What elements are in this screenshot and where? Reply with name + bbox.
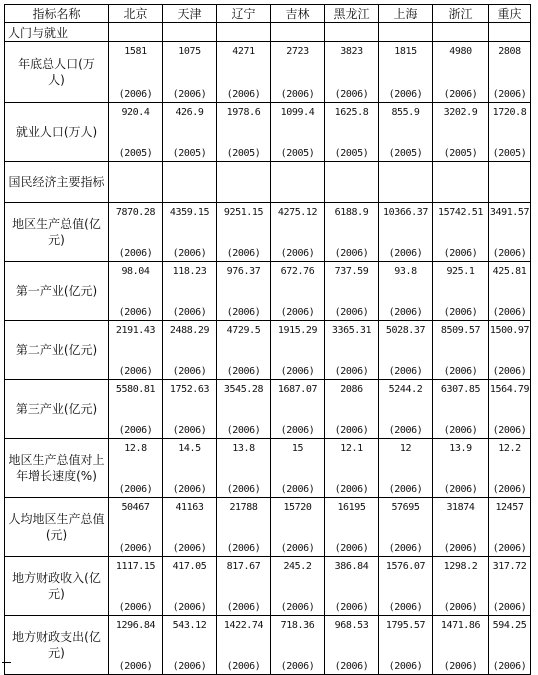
value-cell (271, 42, 325, 103)
cell-value: 5580.81 (115, 384, 156, 395)
cell-value: 1564.79 (489, 384, 530, 395)
value-cell (489, 42, 531, 103)
section-economy: 国民经济主要指标 (5, 162, 109, 203)
cell-year: (2006) (492, 661, 527, 672)
value-cell (379, 203, 433, 262)
cell-value: 317.72 (492, 561, 527, 572)
cell-year: (2006) (118, 307, 153, 318)
cell-year: (2006) (280, 661, 315, 672)
cell-value: 10366.37 (383, 207, 428, 218)
cell-year: (2006) (280, 543, 315, 554)
cell-value: 543.12 (172, 620, 207, 631)
cell-year: (2005) (226, 148, 261, 159)
cell-year: (2006) (334, 366, 369, 377)
header-zhejiang: 浙江 (433, 5, 489, 23)
value-cell (325, 557, 379, 616)
cell-value: 2191.43 (115, 325, 156, 336)
table-row (5, 439, 531, 498)
value-cell (433, 498, 489, 557)
cell-value: 1815 (394, 46, 417, 57)
cell-value: 41163 (175, 502, 204, 513)
table-row (5, 103, 531, 162)
cell-year: (2006) (388, 661, 423, 672)
value-cell (109, 203, 163, 262)
row-label-text: 地区生产总值对上年增长速度(%) (8, 453, 105, 483)
cell-year: (2005) (443, 148, 478, 159)
cell-year: (2006) (118, 661, 153, 672)
cell-year: (2006) (172, 89, 207, 100)
value-cell (489, 262, 531, 321)
value-cell (325, 380, 379, 439)
cell-year: (2006) (492, 366, 527, 377)
value-cell (379, 498, 433, 557)
value-cell (217, 380, 271, 439)
cell-value: 16195 (337, 502, 366, 513)
value-cell (163, 42, 217, 103)
cell-year: (2006) (334, 484, 369, 495)
value-cell (217, 262, 271, 321)
cell-value: 386.84 (334, 561, 369, 572)
row-label-text: 地方财政收入(亿元) (12, 571, 101, 601)
cell-value: 3365.31 (331, 325, 372, 336)
empty-cell (163, 162, 217, 203)
value-cell (109, 616, 163, 675)
cell-year: (2006) (492, 89, 527, 100)
cell-year: (2006) (226, 425, 261, 436)
cell-value: 1915.29 (277, 325, 318, 336)
cell-value: 3202.9 (443, 107, 478, 118)
cell-year: (2006) (118, 89, 153, 100)
cell-value: 8509.57 (440, 325, 481, 336)
cell-value: 4275.12 (277, 207, 318, 218)
cell-year: (2006) (226, 661, 261, 672)
header-heilongjiang: 黑龙江 (325, 5, 379, 23)
row-label-text: 第二产业(亿元) (15, 343, 98, 357)
cell-year: (2006) (443, 425, 478, 436)
value-cell (163, 557, 217, 616)
table-row (5, 262, 531, 321)
cell-year: (2006) (172, 484, 207, 495)
cell-value: 1422.74 (223, 620, 264, 631)
cell-year: (2006) (334, 661, 369, 672)
cell-year: (2005) (492, 148, 527, 159)
value-cell (379, 42, 433, 103)
header-jilin: 吉林 (271, 5, 325, 23)
cell-year: (2006) (280, 366, 315, 377)
cell-value: 920.4 (121, 107, 150, 118)
value-cell (489, 321, 531, 380)
row-label (5, 321, 109, 380)
cell-year: (2006) (388, 307, 423, 318)
empty-cell (325, 162, 379, 203)
cell-value: 3823 (340, 46, 363, 57)
cell-year: (2006) (118, 602, 153, 613)
cell-year: (2006) (492, 543, 527, 554)
cell-year: (2006) (172, 307, 207, 318)
cell-value: 976.37 (226, 266, 261, 277)
table-row (5, 42, 531, 103)
cell-value: 1752.63 (169, 384, 210, 395)
value-cell (325, 439, 379, 498)
cell-value: 15742.51 (438, 207, 483, 218)
cell-value: 31874 (446, 502, 475, 513)
value-cell (109, 380, 163, 439)
value-cell (163, 439, 217, 498)
cell-value: 118.23 (172, 266, 207, 277)
value-cell (379, 103, 433, 162)
value-cell (433, 616, 489, 675)
value-cell (489, 103, 531, 162)
value-cell (379, 616, 433, 675)
header-indicator: 指标名称 (5, 5, 109, 23)
cell-value: 855.9 (391, 107, 420, 118)
cell-value: 4271 (232, 46, 255, 57)
table-body (5, 23, 531, 675)
value-cell (379, 321, 433, 380)
cell-value: 925.1 (446, 266, 475, 277)
cell-value: 2808 (498, 46, 521, 57)
value-cell (433, 103, 489, 162)
cell-year: (2006) (280, 484, 315, 495)
cell-year: (2006) (443, 307, 478, 318)
cell-value: 245.2 (283, 561, 312, 572)
value-cell (109, 498, 163, 557)
cell-year: (2006) (280, 602, 315, 613)
table-row (5, 380, 531, 439)
value-cell (271, 203, 325, 262)
cell-year: (2006) (492, 602, 527, 613)
cell-year: (2005) (280, 148, 315, 159)
value-cell (163, 321, 217, 380)
cell-year: (2006) (388, 602, 423, 613)
cell-value: 3545.28 (223, 384, 264, 395)
cell-year: (2006) (118, 543, 153, 554)
value-cell (379, 262, 433, 321)
row-label-text: 年底总人口(万人) (18, 57, 95, 87)
value-cell (109, 439, 163, 498)
value-cell (489, 203, 531, 262)
empty-cell (489, 162, 531, 203)
cell-year: (2006) (226, 484, 261, 495)
row-label (5, 498, 109, 557)
cell-value: 14.5 (178, 443, 201, 454)
row-label-text: 地方财政支出(亿元) (12, 630, 101, 660)
value-cell (433, 42, 489, 103)
empty-cell (109, 162, 163, 203)
cell-value: 12.2 (498, 443, 521, 454)
value-cell (379, 557, 433, 616)
cell-year: (2006) (226, 602, 261, 613)
value-cell (325, 498, 379, 557)
table-row (5, 616, 531, 675)
value-cell (217, 321, 271, 380)
cell-value: 13.8 (232, 443, 255, 454)
cell-year: (2006) (280, 425, 315, 436)
row-label-text: 人均地区生产总值(元) (8, 512, 105, 542)
value-cell (271, 262, 325, 321)
row-label (5, 262, 109, 321)
value-cell (217, 557, 271, 616)
value-cell (271, 380, 325, 439)
cell-year: (2005) (118, 148, 153, 159)
cell-year: (2006) (443, 89, 478, 100)
value-cell (325, 203, 379, 262)
empty-cell (433, 162, 489, 203)
cell-year: (2006) (443, 661, 478, 672)
value-cell (163, 616, 217, 675)
cell-year: (2006) (492, 307, 527, 318)
cell-year: (2006) (492, 484, 527, 495)
cell-value: 12 (399, 443, 412, 454)
row-label (5, 103, 109, 162)
value-cell (325, 262, 379, 321)
header-liaoning: 辽宁 (217, 5, 271, 23)
cell-value: 15720 (283, 502, 312, 513)
value-cell (489, 380, 531, 439)
cell-value: 1576.07 (385, 561, 426, 572)
cell-value: 968.53 (334, 620, 369, 631)
cell-value: 2488.29 (169, 325, 210, 336)
cell-value: 1581 (124, 46, 147, 57)
cell-year: (2006) (172, 602, 207, 613)
row-label (5, 557, 109, 616)
cell-value: 9251.15 (223, 207, 264, 218)
table-tail-mark (2, 662, 11, 665)
cell-value: 2086 (340, 384, 363, 395)
table-row (5, 321, 531, 380)
value-cell (163, 380, 217, 439)
header-chongqing: 重庆 (489, 5, 531, 23)
empty-cell (217, 162, 271, 203)
cell-year: (2006) (443, 248, 478, 259)
value-cell (489, 616, 531, 675)
value-cell (433, 439, 489, 498)
cell-year: (2006) (334, 248, 369, 259)
value-cell (271, 103, 325, 162)
cell-value: 12457 (495, 502, 524, 513)
value-cell (217, 439, 271, 498)
cell-year: (2006) (226, 248, 261, 259)
cell-year: (2006) (172, 366, 207, 377)
cell-year: (2006) (388, 366, 423, 377)
cell-value: 1117.15 (115, 561, 156, 572)
value-cell (325, 321, 379, 380)
value-cell (489, 439, 531, 498)
cell-value: 3491.57 (489, 207, 530, 218)
cell-year: (2006) (334, 89, 369, 100)
cell-value: 417.05 (172, 561, 207, 572)
row-label-text: 地区生产总值(亿元) (12, 217, 101, 247)
cell-year: (2006) (388, 89, 423, 100)
cell-year: (2005) (334, 148, 369, 159)
cell-value: 737.59 (334, 266, 369, 277)
value-cell (433, 557, 489, 616)
cell-value: 1687.07 (277, 384, 318, 395)
value-cell (163, 103, 217, 162)
cell-year: (2006) (334, 307, 369, 318)
statistics-table (4, 4, 531, 675)
value-cell (433, 321, 489, 380)
cell-value: 13.9 (449, 443, 472, 454)
cell-year: (2006) (334, 543, 369, 554)
cell-value: 6188.9 (334, 207, 369, 218)
value-cell (217, 616, 271, 675)
cell-value: 15 (291, 443, 304, 454)
table-row (5, 203, 531, 262)
cell-value: 1099.4 (280, 107, 315, 118)
row-label-text: 就业人口(万人) (15, 125, 98, 139)
cell-year: (2006) (118, 484, 153, 495)
cell-value: 7870.28 (115, 207, 156, 218)
cell-year: (2005) (388, 148, 423, 159)
cell-value: 1075 (178, 46, 201, 57)
row-label (5, 380, 109, 439)
cell-year: (2006) (443, 543, 478, 554)
value-cell (489, 557, 531, 616)
cell-year: (2006) (172, 543, 207, 554)
cell-value: 4980 (449, 46, 472, 57)
table-row (5, 557, 531, 616)
value-cell (271, 439, 325, 498)
value-cell (109, 262, 163, 321)
cell-year: (2006) (226, 366, 261, 377)
row-label (5, 203, 109, 262)
cell-year: (2006) (492, 425, 527, 436)
section-row (5, 23, 531, 42)
value-cell (163, 498, 217, 557)
cell-year: (2006) (226, 89, 261, 100)
cell-value: 5028.37 (385, 325, 426, 336)
value-cell (109, 103, 163, 162)
value-cell (217, 42, 271, 103)
cell-value: 12.8 (124, 443, 147, 454)
value-cell (217, 103, 271, 162)
value-cell (217, 203, 271, 262)
section-employment: 人门与就业 (5, 23, 109, 42)
cell-year: (2006) (226, 307, 261, 318)
cell-value: 1296.84 (115, 620, 156, 631)
cell-year: (2006) (280, 248, 315, 259)
cell-value: 1720.8 (492, 107, 527, 118)
cell-value: 4359.15 (169, 207, 210, 218)
cell-value: 672.76 (280, 266, 315, 277)
value-cell (379, 439, 433, 498)
value-cell (109, 42, 163, 103)
cell-value: 1625.8 (334, 107, 369, 118)
row-label (5, 42, 109, 103)
cell-value: 1795.57 (385, 620, 426, 631)
cell-value: 21788 (229, 502, 258, 513)
section-row (5, 162, 531, 203)
cell-year: (2006) (388, 425, 423, 436)
row-label-text: 第三产业(亿元) (15, 402, 98, 416)
cell-value: 6307.85 (440, 384, 481, 395)
cell-year: (2006) (226, 543, 261, 554)
cell-value: 5244.2 (388, 384, 423, 395)
value-cell (109, 557, 163, 616)
value-cell (271, 498, 325, 557)
cell-year: (2006) (388, 248, 423, 259)
value-cell (433, 203, 489, 262)
value-cell (217, 498, 271, 557)
cell-year: (2006) (492, 248, 527, 259)
cell-value: 817.67 (226, 561, 261, 572)
value-cell (325, 103, 379, 162)
value-cell (489, 498, 531, 557)
empty-cell (379, 162, 433, 203)
cell-year: (2006) (172, 661, 207, 672)
cell-year: (2006) (443, 366, 478, 377)
cell-value: 426.9 (175, 107, 204, 118)
cell-value: 1298.2 (443, 561, 478, 572)
cell-year: (2006) (118, 425, 153, 436)
cell-year: (2006) (118, 248, 153, 259)
value-cell (433, 380, 489, 439)
value-cell (325, 42, 379, 103)
header-shanghai: 上海 (379, 5, 433, 23)
row-label-text: 第一产业(亿元) (15, 284, 98, 298)
value-cell (271, 321, 325, 380)
cell-year: (2006) (443, 602, 478, 613)
value-cell (271, 557, 325, 616)
cell-year: (2006) (172, 248, 207, 259)
cell-year: (2006) (443, 484, 478, 495)
cell-value: 1978.6 (226, 107, 261, 118)
cell-year: (2006) (118, 366, 153, 377)
header-tianjin: 天津 (163, 5, 217, 23)
header-beijing: 北京 (109, 5, 163, 23)
cell-value: 594.25 (492, 620, 527, 631)
cell-year: (2006) (172, 425, 207, 436)
cell-value: 1500.97 (489, 325, 530, 336)
cell-value: 12.1 (340, 443, 363, 454)
value-cell (109, 321, 163, 380)
cell-value: 93.8 (394, 266, 417, 277)
cell-year: (2006) (388, 484, 423, 495)
cell-year: (2006) (334, 425, 369, 436)
empty-cell (271, 162, 325, 203)
cell-value: 57695 (391, 502, 420, 513)
value-cell (379, 380, 433, 439)
cell-year: (2006) (388, 543, 423, 554)
value-cell (271, 616, 325, 675)
cell-value: 50467 (121, 502, 150, 513)
cell-year: (2006) (280, 89, 315, 100)
value-cell (433, 262, 489, 321)
cell-value: 1471.86 (440, 620, 481, 631)
header-row (5, 5, 531, 23)
cell-value: 2723 (286, 46, 309, 57)
table-row (5, 498, 531, 557)
cell-value: 98.04 (121, 266, 150, 277)
cell-value: 718.36 (280, 620, 315, 631)
value-cell (163, 203, 217, 262)
value-cell (325, 616, 379, 675)
cell-value: 425.81 (492, 266, 527, 277)
row-label (5, 439, 109, 498)
cell-year: (2006) (334, 602, 369, 613)
row-label (5, 616, 109, 675)
value-cell (163, 262, 217, 321)
cell-year: (2006) (280, 307, 315, 318)
cell-year: (2005) (172, 148, 207, 159)
cell-value: 4729.5 (226, 325, 261, 336)
